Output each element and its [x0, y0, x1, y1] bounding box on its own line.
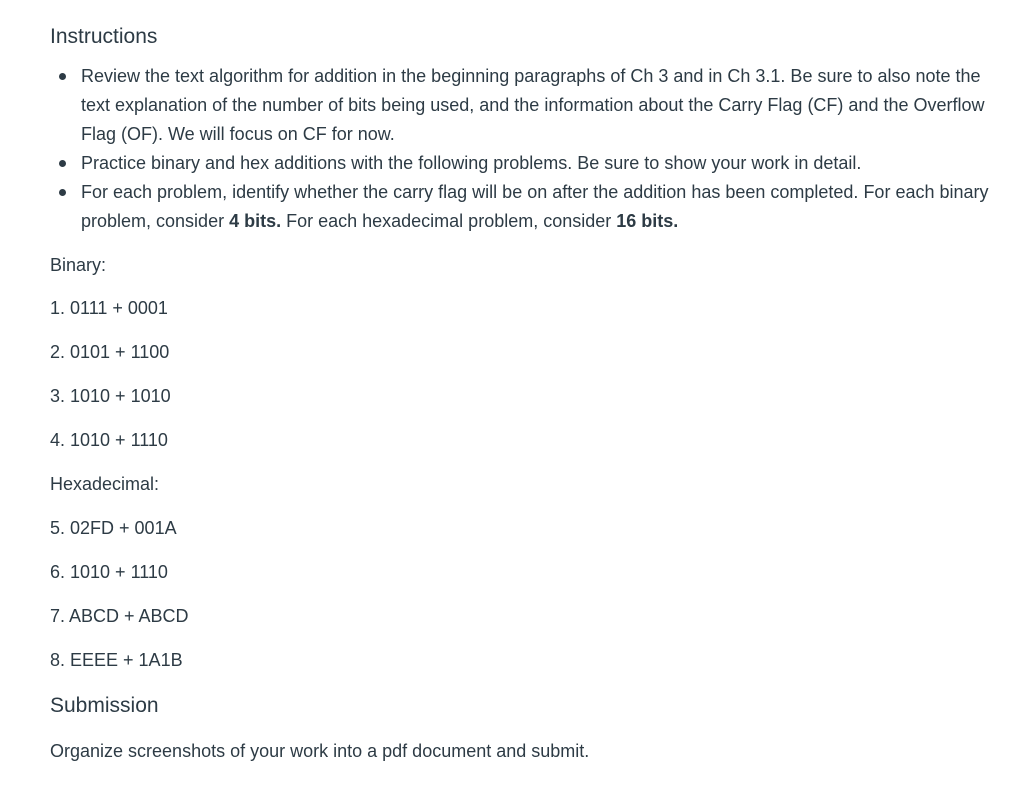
bullet3-bold-4-bits: 4 bits.: [229, 211, 282, 231]
binary-problem-4: 4. 1010 + 1110: [50, 430, 168, 450]
bullet3-text-part2: For each hexadecimal problem, consider: [281, 211, 617, 231]
instruction-bullet-3: [50, 178, 1010, 236]
instructions-heading: Instructions: [50, 25, 158, 48]
hex-problem-8: 8. EEEE + 1A1B: [50, 650, 183, 670]
binary-label: Binary:: [50, 255, 107, 275]
bullet3-bold-16-bits: 16 bits.: [616, 211, 679, 231]
instruction-bullet-1: Review the text algorithm for addition in the beginning paragraphs of Ch 3 and in Ch 3.1. Be sure to also note the text explanation of the number of bits being used, and the information about the Carry Flag (CF) and the Overflow Flag (OF). We will focus on CF for now.: [50, 62, 1010, 149]
hex-problem-5: 5. 02FD + 001A: [50, 518, 177, 538]
submission-heading: Submission: [50, 694, 159, 717]
hex-problem-7: 7. ABCD + ABCD: [50, 606, 189, 626]
hex-problem-6: 6. 1010 + 1110: [50, 562, 168, 582]
binary-problem-1: 1. 0111 + 0001: [50, 298, 168, 318]
bullet3-text-part1: For each problem, identify whether the carry flag will be on after the addition has been completed. For each binary problem, consider: [81, 182, 989, 231]
instruction-bullet-2: Practice binary and hex additions with the following problems. Be sure to show your work in detail.: [50, 149, 1010, 178]
binary-problem-2: 2. 0101 + 1100: [50, 342, 170, 362]
hexadecimal-label: Hexadecimal:: [50, 474, 160, 494]
binary-problem-3: 3. 1010 + 1010: [50, 386, 171, 406]
submission-text: Organize screenshots of your work into a pdf document and submit.: [50, 741, 590, 761]
instructions-list: [50, 62, 1010, 236]
